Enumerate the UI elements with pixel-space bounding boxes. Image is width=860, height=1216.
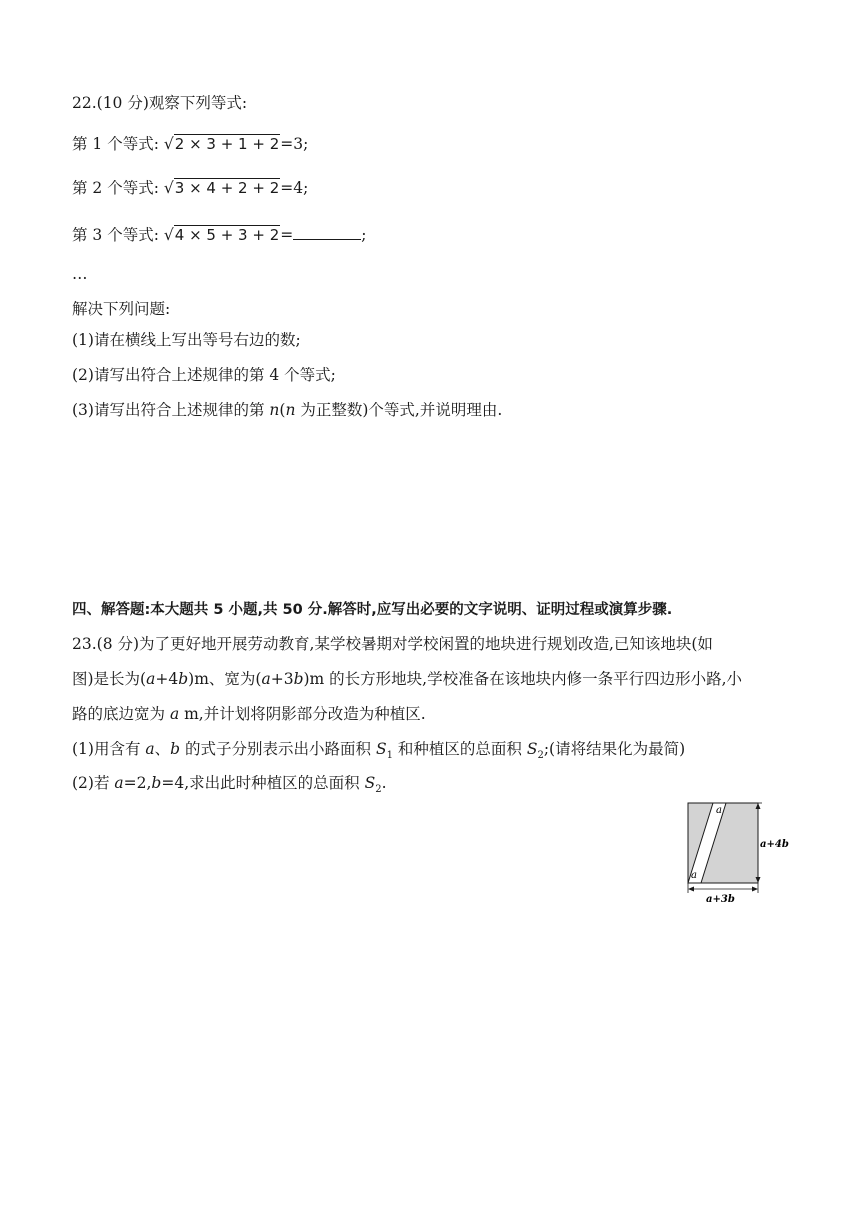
q22-equation-1	[72, 134, 308, 154]
q22-equation-3	[72, 224, 367, 245]
p3-text-a: (3)请写出符合上述规律的第	[72, 401, 270, 419]
subscript: 2	[537, 750, 544, 762]
eq3-sqrt	[164, 225, 280, 245]
text: (2)若	[72, 774, 115, 792]
subscript: 2	[375, 784, 382, 796]
q22-part-1: (1)请在横线上写出等号右边的数;	[72, 331, 301, 349]
var-b: b	[170, 740, 181, 758]
eq1-rhs: =3;	[280, 135, 309, 153]
q23-part-1	[72, 739, 685, 766]
text: 图)是长为(	[72, 670, 147, 688]
var-a: a	[146, 670, 156, 688]
var-b: b	[178, 670, 189, 688]
land-plot-figure	[680, 800, 800, 905]
q22-part-2: (2)请写出符合上述规律的第 4 个等式;	[72, 366, 336, 384]
var-a: a	[261, 670, 271, 688]
sqrt-symbol: √	[163, 179, 174, 197]
eq3-prefix: 第 3 个等式:	[72, 226, 164, 244]
arrow-left-icon	[688, 887, 694, 892]
eq3-end: ;	[361, 226, 367, 244]
text: 和种植区的总面积	[392, 740, 527, 758]
q22-heading: 22.(10 分)观察下列等式:	[72, 94, 248, 112]
path-top-label: a	[716, 805, 722, 816]
q22-part-3	[72, 400, 502, 420]
answer-blank	[293, 224, 361, 240]
arrow-right-icon	[752, 887, 758, 892]
q23-part-2	[72, 773, 387, 800]
subscript: 1	[386, 750, 393, 762]
text: )m、宽为(	[188, 670, 262, 688]
text: )m 的长方形地块,学校准备在该地块内修一条平行四边形小路,小	[303, 670, 743, 688]
p3-text-b: (	[279, 401, 286, 419]
q23-line-3	[72, 704, 426, 724]
p3-var-n: n	[285, 401, 296, 419]
text: (1)用含有	[72, 740, 146, 758]
var-b: b	[151, 774, 162, 792]
q23-line-2	[72, 669, 742, 689]
var-a: a	[114, 774, 124, 792]
var-a: a	[169, 705, 180, 723]
width-label: a+3b	[706, 894, 735, 905]
var-b: b	[293, 670, 304, 688]
q22-solve-label: 解决下列问题:	[72, 300, 171, 318]
p3-text-c: 为正整数)个等式,并说明理由.	[295, 401, 503, 419]
text: +4	[155, 670, 179, 688]
eq1-radicand: 2 × 3 + 1 + 2	[174, 135, 280, 153]
text: ;(请将结果化为最简)	[543, 740, 686, 758]
q22-equation-2	[72, 178, 308, 198]
var-a: a	[145, 740, 155, 758]
text: m,并计划将阴影部分改造为种植区.	[179, 705, 426, 723]
text: .	[381, 774, 387, 792]
var-S: S	[364, 774, 376, 792]
q23-line-1: 23.(8 分)为了更好地开展劳动教育,某学校暑期对学校闲置的地块进行规划改造,已知该地块(如	[72, 635, 713, 653]
p3-var-n: n	[269, 401, 280, 419]
eq2-radicand: 3 × 4 + 2 + 2	[174, 179, 280, 197]
text: 、	[154, 740, 171, 758]
text: +3	[270, 670, 294, 688]
eq1-prefix: 第 1 个等式:	[72, 135, 164, 153]
path-bottom-label: a	[691, 870, 697, 881]
eq2-prefix: 第 2 个等式:	[72, 179, 164, 197]
eq1-sqrt	[164, 134, 280, 154]
q22-ellipsis: …	[72, 265, 88, 283]
sqrt-symbol: √	[163, 135, 174, 153]
text: =2,	[123, 774, 152, 792]
eq2-sqrt	[164, 178, 280, 198]
text: 路的底边宽为	[72, 705, 170, 723]
sqrt-symbol: √	[163, 226, 174, 244]
var-S: S	[375, 740, 387, 758]
text: =4,求出此时种植区的总面积	[161, 774, 365, 792]
height-label: a+4b	[760, 839, 789, 850]
eq3-radicand: 4 × 5 + 3 + 2	[174, 226, 280, 244]
eq2-rhs: =4;	[280, 179, 309, 197]
section-4-title: 四、解答题:本大题共 5 小题,共 50 分.解答时,应写出必要的文字说明、证明过程或演算步骤.	[72, 602, 673, 618]
eq3-equals: =	[280, 226, 294, 244]
var-S: S	[526, 740, 538, 758]
text: 的式子分别表示出小路面积	[180, 740, 376, 758]
